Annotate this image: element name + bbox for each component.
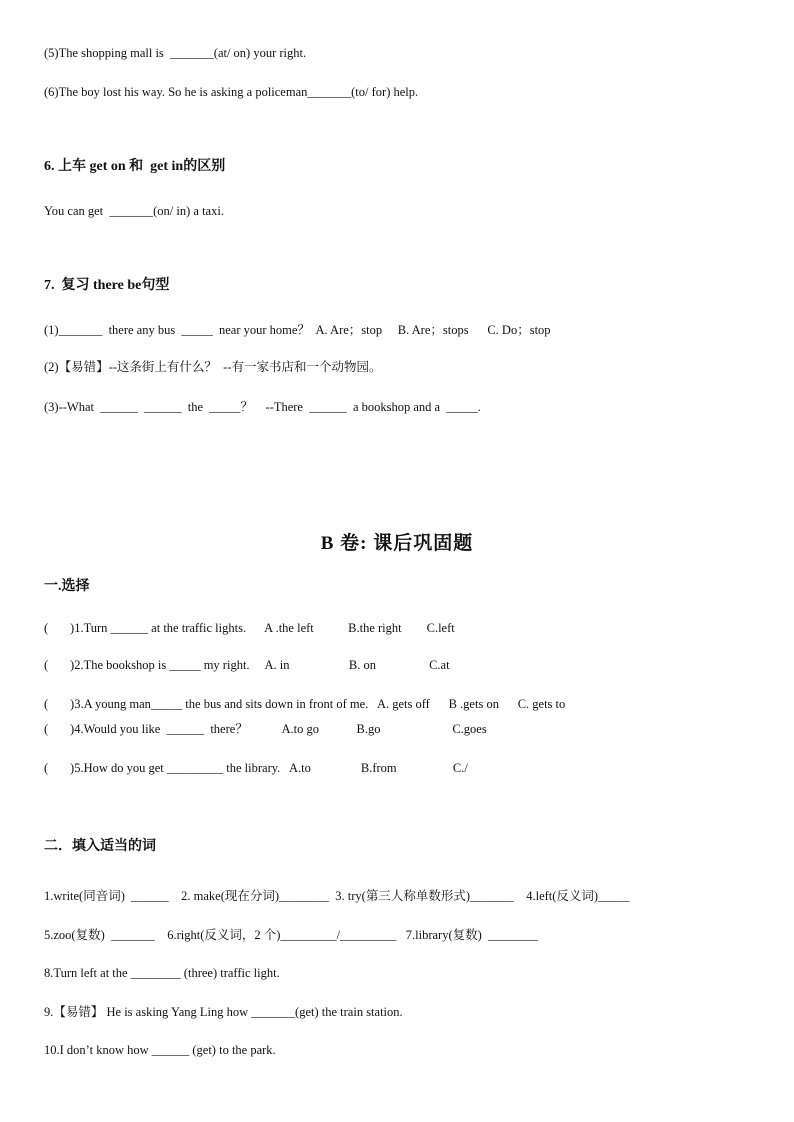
question-line: (1)_______ there any bus _____ near your home？ A. Are；stop B. Are；stops C. Do；stop — [44, 323, 551, 337]
question-line: (3)--What ______ ______ the _____？ --There ______ a bookshop and a _____. — [44, 400, 481, 414]
choice-question: ( )3.A young man_____ the bus and sits down in front of me. A. gets off B .gets on C. gets to — [44, 697, 566, 711]
fill-question: 10.I don’t know how ______ (get) to the park. — [44, 1043, 276, 1057]
question-line: You can get _______(on/ in) a taxi. — [44, 204, 224, 218]
fill-question: 1.write(同音词) ______ 2. make(现在分词)________ 3. try(第三人称单数形式)_______ 4.left(反义词)_____ — [44, 889, 630, 903]
choice-question: ( )4.Would you like ______ there？ A.to go B.go C.goes — [44, 722, 487, 736]
section-heading: 7. 复习 there be句型 — [44, 278, 170, 293]
section-heading: 一.选择 — [44, 579, 90, 594]
fill-question: 8.Turn left at the ________ (three) traffic light. — [44, 966, 280, 980]
question-line: (5)The shopping mall is _______(at/ on) your right. — [44, 46, 307, 60]
choice-question: ( )2.The bookshop is _____ my right. A. in B. on C.at — [44, 658, 450, 672]
section-heading: 二．填入适当的词 — [44, 839, 156, 854]
section-heading: 6. 上车 get on 和 get in的区别 — [44, 159, 226, 174]
question-line: (6)The boy lost his way. So he is asking a policeman_______(to/ for) help. — [44, 85, 419, 99]
choice-question: ( )5.How do you get _________ the library. A.to B.from C./ — [44, 761, 468, 775]
choice-question: ( )1.Turn ______ at the traffic lights. A .the left B.the right C.left — [44, 621, 455, 635]
fill-question: 5.zoo(复数) _______ 6.right(反义词，2 个)_________/_________ 7.library(复数) ________ — [44, 928, 539, 942]
page-title: B 卷: 课后巩固题 — [320, 533, 474, 554]
fill-question: 9.【易错】 He is asking Yang Ling how _______(get) the train station. — [44, 1005, 403, 1019]
question-line: (2)【易错】--这条街上有什么？ --有一家书店和一个动物园。 — [44, 360, 382, 374]
